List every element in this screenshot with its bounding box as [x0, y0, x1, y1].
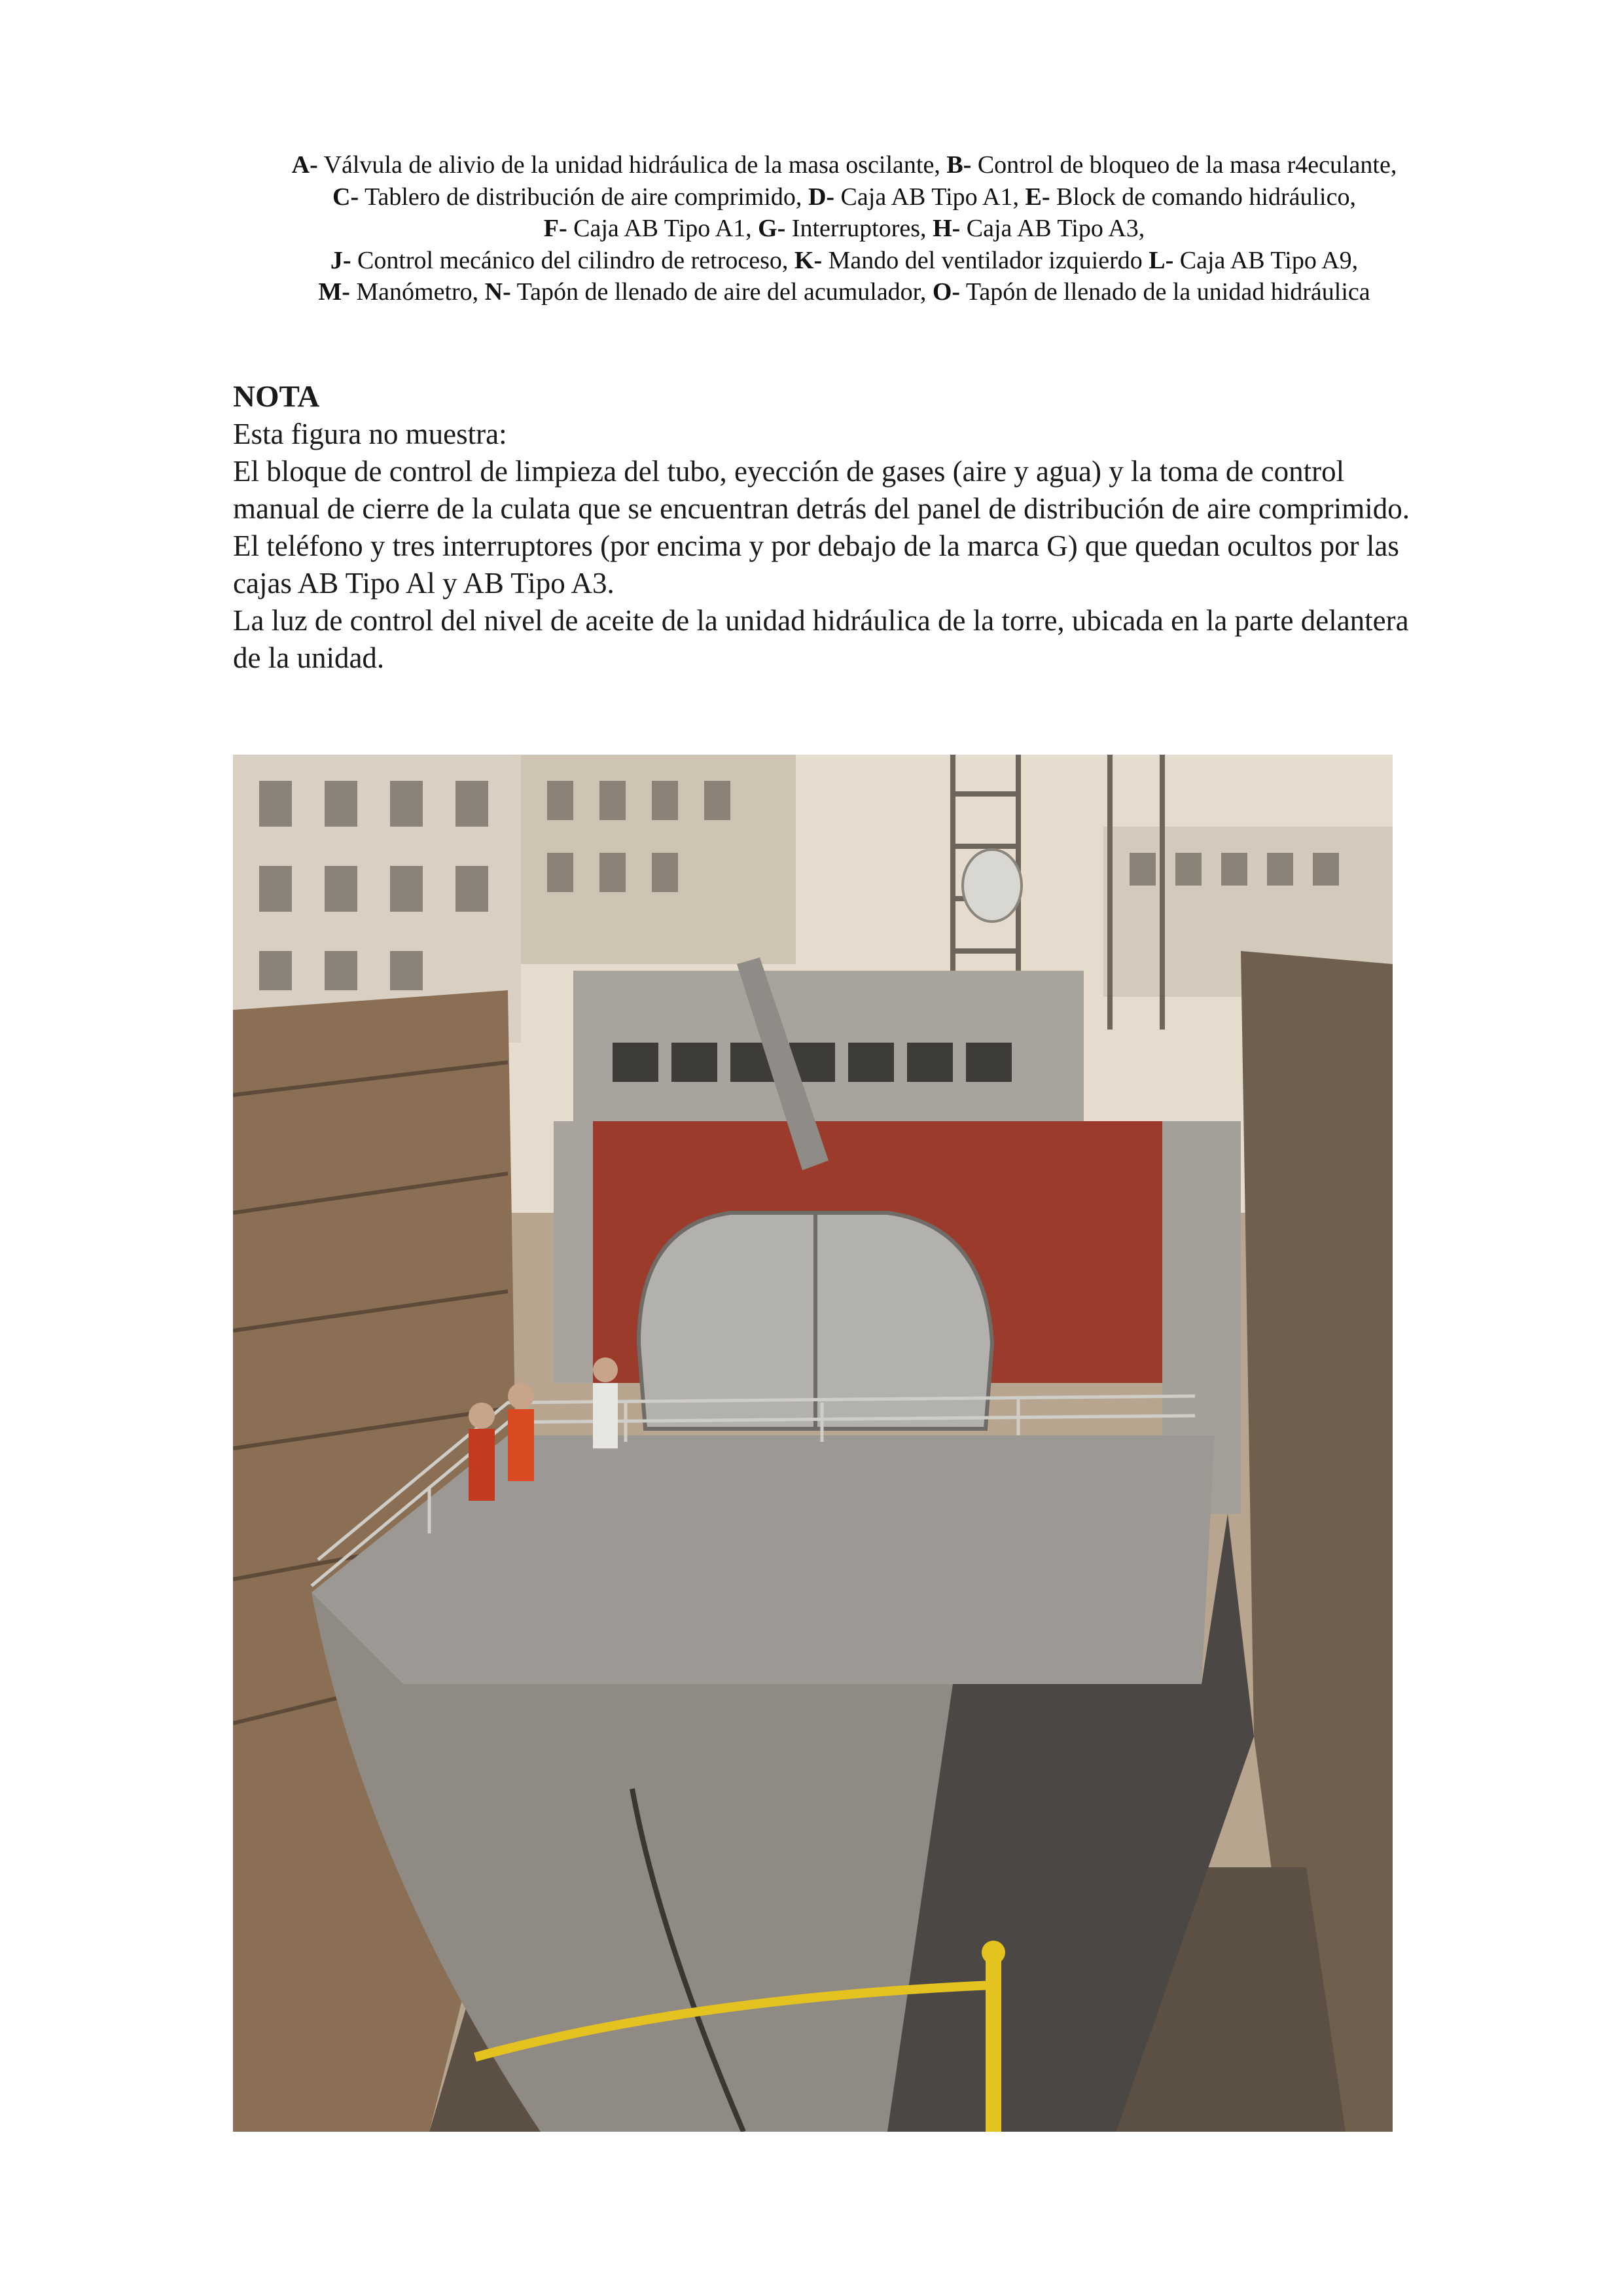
legend-key-j: J- — [330, 246, 351, 274]
note-paragraph-2: El teléfono y tres interruptores (por encima y por debajo de la marca G) que quedan ocultos por las cajas AB Tipo Al y AB Tipo A3. — [233, 529, 1399, 600]
legend-key-n: N- — [484, 278, 511, 306]
bridge-windows — [613, 1043, 1012, 1082]
legend-line-5 — [281, 276, 1407, 308]
ship-photo — [233, 755, 1393, 2132]
legend-text-h: Caja AB Tipo A3, — [960, 215, 1145, 242]
radar-dome — [963, 850, 1022, 922]
legend-text-b: Control de bloqueo de la masa r4eculante, — [971, 151, 1397, 179]
legend-text-k: Mando del ventilador izquierdo — [822, 246, 1149, 274]
legend-text-d: Caja AB Tipo A1, — [834, 183, 1026, 211]
legend-key-k: K- — [794, 246, 823, 274]
legend-key-h: H- — [933, 215, 961, 242]
legend-text-j: Control mecánico del cilindro de retroceso, — [351, 246, 794, 274]
legend-text-o: Tapón de llenado de la unidad hidráulica — [960, 278, 1370, 306]
legend-line-1 — [281, 149, 1407, 181]
legend-text-e: Block de comando hidráulico, — [1050, 183, 1356, 211]
legend-key-o: O- — [932, 278, 961, 306]
legend-key-a: A- — [291, 151, 318, 179]
legend-key-c: C- — [332, 183, 359, 211]
ship-in-drydock-illustration — [233, 755, 1393, 2132]
note-title: NOTA — [233, 380, 320, 414]
note-section — [233, 378, 1411, 677]
note-intro: Esta figura no muestra: — [233, 418, 507, 450]
legend-key-e: E- — [1025, 183, 1050, 211]
legend-text-c: Tablero de distribución de aire comprimido, — [359, 183, 808, 211]
legend-key-f: F- — [543, 215, 567, 242]
figure-legend — [281, 149, 1407, 308]
legend-key-g: G- — [758, 215, 786, 242]
legend-line-4 — [281, 245, 1407, 277]
legend-text-f: Caja AB Tipo A1, — [567, 215, 758, 242]
legend-key-b: B- — [946, 151, 972, 179]
legend-key-l: L- — [1149, 246, 1174, 274]
legend-text-g: Interruptores, — [785, 215, 933, 242]
legend-text-l: Caja AB Tipo A9, — [1173, 246, 1359, 274]
legend-text-m: Manómetro, — [349, 278, 485, 306]
legend-line-2 — [281, 181, 1407, 213]
legend-text-a: Válvula de alivio de la unidad hidráulica de la masa oscilante, — [317, 151, 947, 179]
legend-text-n: Tapón de llenado de aire del acumulador, — [510, 278, 933, 306]
legend-key-d: D- — [808, 183, 835, 211]
legend-key-m: M- — [318, 278, 350, 306]
legend-line-3 — [281, 213, 1407, 245]
note-paragraph-3: La luz de control del nivel de aceite de la unidad hidráulica de la torre, ubicada en la parte delantera de la unidad. — [233, 604, 1409, 674]
superstructure-grey-left — [554, 1121, 593, 1383]
note-paragraph-1: El bloque de control de limpieza del tubo, eyección de gases (aire y agua) y la toma de control manual de cierre de la culata que se encuentran detrás del panel de distribución de aire comprimido. — [233, 455, 1410, 525]
